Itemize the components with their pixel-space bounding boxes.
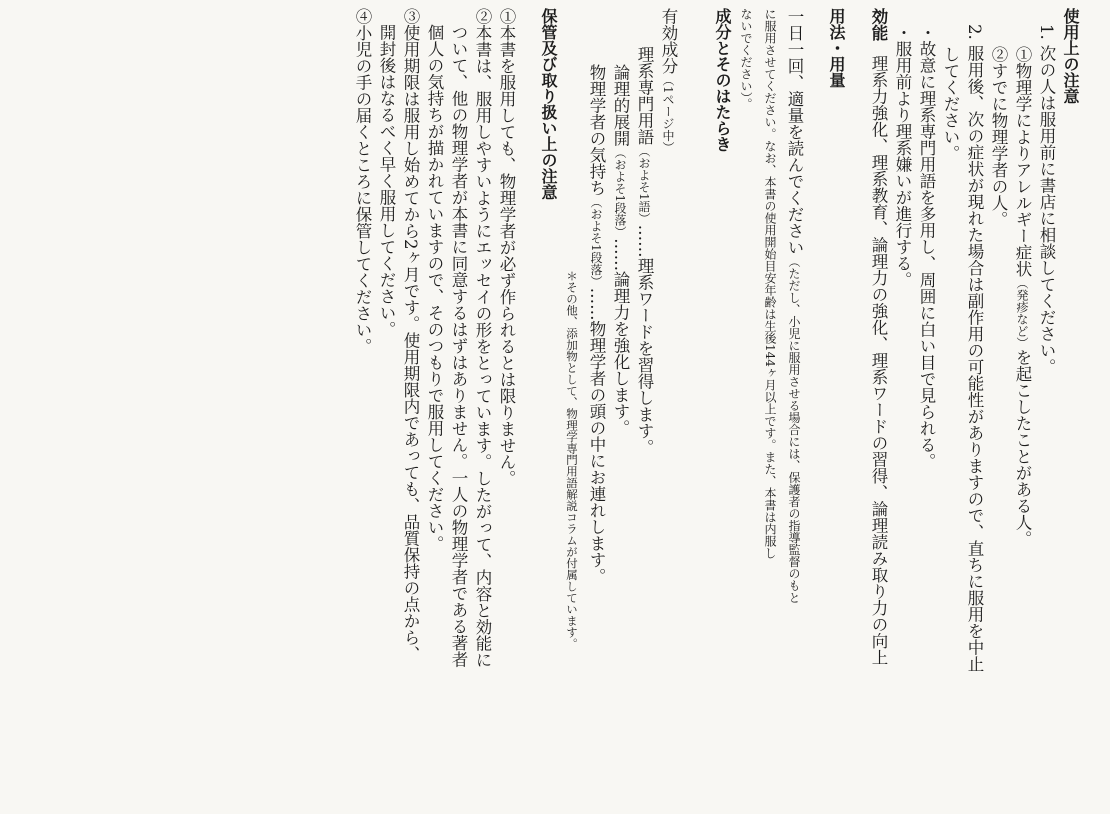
usage-caution-item-2-cont: してください。 xyxy=(941,46,960,162)
usage-caution-item-1-1 xyxy=(1010,8,1034,804)
ingredient-1-name: 理系専門用語 xyxy=(635,46,654,145)
ingredient-1-qty: （およそ1語） xyxy=(637,145,651,225)
ingredient-1-effect: ……理系ワードを習得します。 xyxy=(635,224,654,456)
dosage-line-2: に服用させてください。なお、本書の使用開始目安年齢は生後144ヶ月以上です。また、本書は内服し xyxy=(763,8,777,559)
ingredient-2-name: 論理的展開 xyxy=(611,64,630,147)
storage-line-1: ①本書を服用しても、物理学者が必ず作られるとは限りません。 xyxy=(497,8,516,487)
storage-line-3: ついて、他の物理学者が本書に同意するはずはありません。一人の物理学者である著者 xyxy=(449,24,468,668)
usage-caution-item-2: 2. 服用後、次の症状が現れた場合は副作用の可能性がありますので、直ちに服用を中止 xyxy=(965,24,984,672)
usage-caution-bullet-1: ・故意に理系専門用語を多用し、周囲に白い目で見られる。 xyxy=(917,24,936,470)
ingredient-row-1 xyxy=(632,8,656,804)
effects-section xyxy=(866,8,890,804)
ingredients-sub-note: （1ページ中） xyxy=(661,74,675,154)
dosage-line-1-note: （ただし、小児に服用させる場合には、保護者の指導監督のもと xyxy=(787,255,801,604)
usage-caution-heading: 使用上の注意 xyxy=(1061,8,1080,104)
ingredient-row-2 xyxy=(608,8,632,804)
storage-heading: 保管及び取り扱い上の注意 xyxy=(539,8,558,200)
ingredient-row-3 xyxy=(584,8,608,804)
storage-line-5: ③使用期限は服用し始めてから2ヶ月です。使用期限内であっても、品質保持の点から、 xyxy=(401,8,420,662)
usage-caution-item-1: 1. 次の人は服用前に書店に相談してください。 xyxy=(1037,24,1056,375)
ingredients-footnote: ＊その他、添加物として、物理学専門用語解説コラムが付属しています。 xyxy=(565,270,579,650)
ingredients-sub xyxy=(656,8,680,804)
ingredient-2-effect: ……論理力を強化します。 xyxy=(611,238,630,437)
ingredient-3-name: 物理学者の気持ち xyxy=(587,64,606,196)
item-1-1-note: （発疹など） xyxy=(1015,277,1029,349)
usage-caution-item-1-2: ②すでに物理学者の人。 xyxy=(989,46,1008,228)
storage-line-6: 開封後はなるべく早く服用してください。 xyxy=(377,24,396,338)
effects-text: 理系力強化、理系教育、論理力の強化、理系ワードの習得、論理読み取り力の向上 xyxy=(869,55,888,666)
ingredients-sub-text: 有効成分 xyxy=(659,8,678,74)
dosage-line-1 xyxy=(782,8,806,804)
dosage-line-1-text: 一日一回、適量を読んでください xyxy=(785,8,804,256)
storage-line-2: ②本書は、服用しやすいようにエッセイの形をとっています。したがって、内容と効能に xyxy=(473,8,492,668)
ingredient-2-qty: （およそ1段落） xyxy=(613,146,627,239)
item-1-1-tail: を起こしたことがある人。 xyxy=(1013,349,1032,547)
ingredient-3-effect: ……物理学者の頭の中にお連れします。 xyxy=(587,287,606,585)
ingredient-3-qty: （およそ1段落） xyxy=(589,196,603,288)
item-1-1-text: ①物理学によりアレルギー症状 xyxy=(1013,46,1032,277)
effects-heading: 効能 xyxy=(869,8,888,41)
storage-line-7: ④小児の手の届くところに保管してください。 xyxy=(353,8,372,355)
dosage-heading: 用法・用量 xyxy=(827,8,846,88)
dosage-line-3: ないでください）。 xyxy=(739,8,753,110)
storage-line-4: 個人の気持ちが描かれていますので、そのつもりで服用してください。 xyxy=(425,24,444,552)
ingredients-heading: 成分とそのはたらき xyxy=(713,8,732,152)
usage-caution-bullet-2: ・服用前より理系嫌いが進行する。 xyxy=(893,24,912,288)
